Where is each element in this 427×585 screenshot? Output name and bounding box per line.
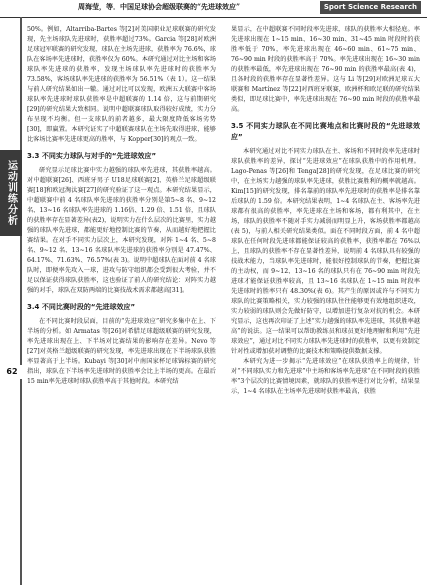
paragraph: 本研究为进一步揭示“先进球效应”在球队获胜率上的规律，针对“不同球队实力和先进球”中主场和客场率先进球“在不同时段的获胜率”3个层次的比赛情境因素，就球队的获胜率进行对比分析，结果显示，1~4 名球队在主场率先进球时获胜率最高，获胜 — [231, 358, 420, 395]
paragraph: 本研究通过对比不同实力球队在主、客场和不同时段率先进球时球队获胜率的差异，探讨“先进球效应”在球队获胜中的作用机理。Lago-Penas 等[26]和 Tenga[28]的研究发现，在足球比赛的研究中，在主场实力越强的球队率先进球，获胜比赛胜利的概率就越高。Kim[15]的研究发现，排名靠前的球队率先进球时的获胜率是排名靠后球队的 1.59 倍。本研究结果表明，1~4 名球队在主、客场率先进球都有很高的获胜率，率先进球在主场和客场，都有利其中，在主场，球队的获胜率不随对手实力减弱而明显上升，客场获胜率都越高(表 5)，与前人相关研究结果类似。面在不同时段方面，前 4 名中超球队在任何时段先进球都能保证较高的获胜率，获胜率都在 76%以上，且球队的获胜率不存在显著性差异，说明前 4 名球队具有较强的技战术能力，当球队率先进球时，能很好控制球队的节奏，把握比赛的主动权，而 9~12、13~16 名的球队只有在 76~90 min 时段先进球才能保证获胜率较高，且 13~16 名球队在 1~15 min 时段率先进球时的胜率只有 48.30%(表 6)。其产生的原因或许与不同实力球队的比赛策略相关，实力较强的球队往往能够更有效地组织进攻，实力较弱的球队则会先做好防守，以增加进行复杂对抗的机会。本研究显示，这也再次印证了上述“实力越强的球队率先进球，其获胜率越高”的说法。这一结果可以帮助教练员和球员更好地理解和利用“先进球效应”，通过对比不同实力球队率先进球时的获胜率，以更有效制定针对性或增加获对调整的比赛技术和策略提供数据支撑。 — [231, 148, 420, 355]
journal-name-badge: Sport Science Research — [320, 1, 421, 14]
running-header-authors: 周海莹，等．中国足球协会超级联赛的“先进球效应” — [78, 2, 241, 11]
paragraph: 研究显示足球比赛中实力越强的球队率先进球，其获胜率越高。对中超联赛[26]、西班牙男子 U18足球联赛[2]、英格兰足球超级联赛[18]和欧冠淘汰赛[27]的研究验证了这一观点。本研究结果显示，中超联赛中前 4 名球队率先进球的获胜率分别是第5~8 名、9~12 名、13~16 名球队率先进球的 1.16倍、1.29 倍、1.51 倍，且球队的获胜率存在显著差异(表2)，说明实力在什么层次的比赛里，实力越强的球队率先进球，都能更好地控制比赛的节奏，从而越好地把握比赛结果。在对手不同实力层次上，本研究发现，对阵 1~4 名、5~8 名、9~12 名、13~16 名球队率先进球的获胜率分别是 47.47%、64.17%、71.63%、76.57%(表 3)。说明中超球队在面对前 4 名球队时，即便率先攻入一球，进攻与防守组织都会受到很大考验，并不足以保证获得球队获胜率，这也验证了前人的研究结论：对阵实力越强的对手，球队在双防两端的比赛技战术需求都越高[31]。 — [27, 167, 216, 294]
page-header — [0, 0, 427, 18]
page-number: 62 — [2, 365, 22, 379]
paragraph: 在不同比赛时段层面，目前的“先进球效应”研究多集中在上、下半场的分析。如 Armatas 等[26]对希腊足球超级联赛的研究发现，率先进球出现在上、下半场对比赛结果的影响存在差异。Nevo 等[27]对英格兰超级联赛的研究发现，率先进球出现在下半场球队获胜率显著高于上半场。Kubayi 等[30]对中南国家杯足球锦标赛的研究指出，球队在下半场率先进球时的获胜率会比上半场的更高。在最后 15 min率先进球时球队获胜率高于其他时段。本研究结 — [27, 318, 216, 385]
section-heading-3-4: 3.4 不同比赛时段的“先进球效应” — [27, 303, 136, 311]
paragraph: 果显示，在中超联赛不同时段率先进球，球队的获胜率大相径庭。率先进球出现在 1~15 min、16~30 min、31~45 min 时段时的获胜率低于 70%，率先进球出现在 46~60 min、61~75 min、76~90 min 时段的获胜率高于 70%。率先进球出现在 16~30 min 的获胜率最低，率先进球出现在 76~90 min 的获胜率最高(表 4)，且各时段的获胜率存在显著性差异。这与 Li 等[29]对欧洲足球五大联赛和 Martínez 等[22]对西班牙联赛，欧洲杯和欧足联的研究结果类似，即足球比赛中，率先进球出现在 76~90 min 时段的获胜率最高。 — [231, 26, 420, 113]
paragraph: 50%。例如，Altarriba-Bartes 等[2]对美国职业足球联赛的研究发现，先主场球队先进球时，获胜率超过73%。Garcia 等[28]对欧洲足球冠军联赛的研究发现，球队在主场先进球，获胜率为 76.6%，球队在客场率先进球时，获胜率仅为 60%。本研究通过对比主场和客场球队率先进球的获胜率，发现主场球队率先进球时的获胜率为 73.58%，客场球队率先进球的获胜率为 56.51%（表 1）。这一结果与前人研究结果如出一辙。通过对比可以发现，欧洲五大联赛中客场球队率先进球时球队获胜率是中超联赛的 1.14 倍，这与前期研究[29]的研究结果大致相同。说明中超联赛球队取得较好成绩，实力分布呈现不均衡。但一支球队的前者越多，最大限度降低客场劣势[30]，即赢置。本研究证实了中超联赛球队在主场先取得进球，能够比客场比赛率先进球更高的胜率，与 Kopper[30]的观点一致。 — [27, 26, 216, 143]
section-side-tab: 运动训练分析 — [0, 150, 22, 236]
section-heading-3-3: 3.3 不同实力球队与对手的“先进球效应” — [27, 152, 157, 160]
section-heading-3-5: 3.5 不同实力球队在不同比赛地点和比赛时段的“先进球效应” — [231, 122, 420, 141]
right-column — [231, 25, 420, 585]
side-divider-line — [20, 17, 22, 585]
left-column — [27, 25, 216, 585]
